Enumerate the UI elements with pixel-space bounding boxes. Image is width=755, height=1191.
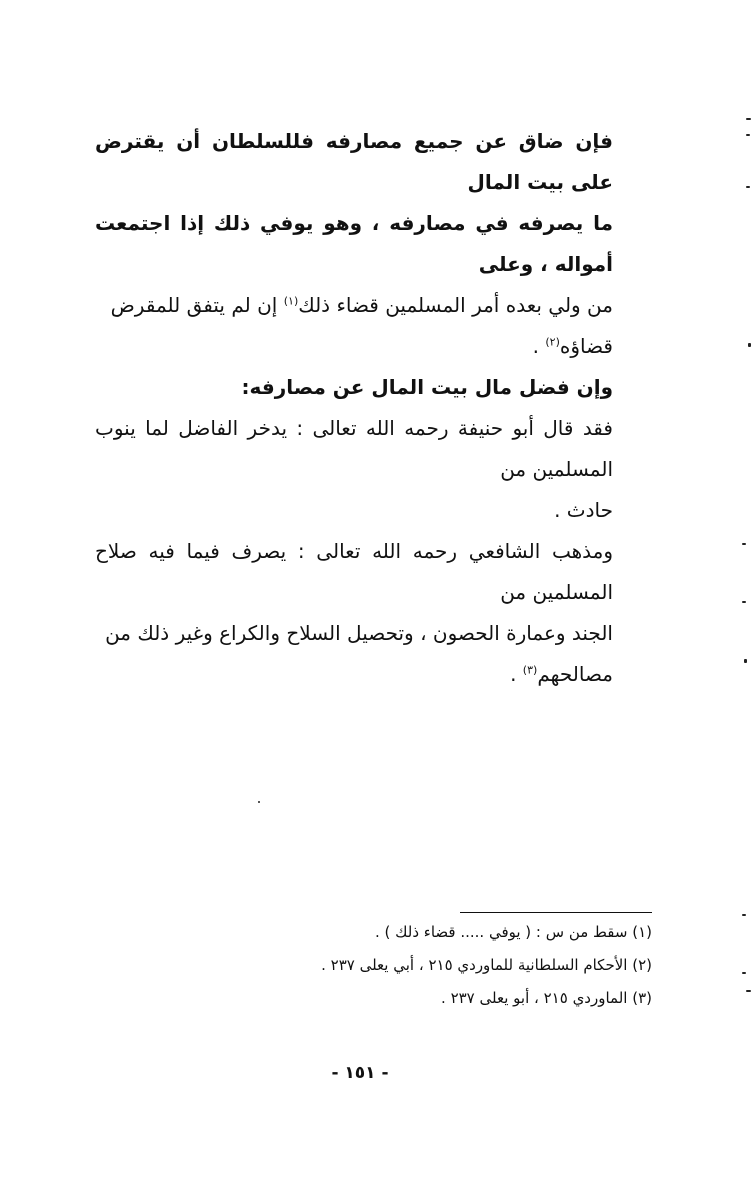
text-fragment: إن لم يتفق للمقرض bbox=[110, 293, 284, 317]
scan-speck bbox=[746, 186, 750, 188]
text-fragment: مصالحهم bbox=[537, 662, 613, 686]
text-line: فإن ضاق عن جميع مصارفه فللسلطان أن يقترض على بيت المال bbox=[95, 129, 613, 194]
footnote-1: (١) سقط من س : ( يوفي ..... قضاء ذلك ) . bbox=[374, 923, 652, 941]
text-fragment: قضاؤه bbox=[559, 334, 613, 358]
footnotes bbox=[200, 916, 652, 1015]
scan-speck bbox=[742, 543, 746, 545]
paragraph-borrowing bbox=[95, 121, 613, 367]
footnote-2: (٢) الأحكام السلطانية للماوردي ٢١٥ ، أبي يعلى ٢٣٧ . bbox=[321, 956, 652, 974]
text-line bbox=[95, 285, 613, 326]
text-line: ومذهب الشافعي رحمه الله تعالى : يصرف فيما فيه صلاح المسلمين من bbox=[95, 539, 613, 604]
text-line bbox=[95, 654, 613, 695]
paragraph-shafii bbox=[95, 531, 613, 695]
scan-speck bbox=[258, 801, 260, 803]
text-fragment: . bbox=[510, 662, 523, 686]
scan-speck bbox=[746, 134, 750, 136]
footnote-3: (٣) الماوردي ٢١٥ ، أبو يعلى ٢٣٧ . bbox=[441, 989, 652, 1007]
scan-speck bbox=[748, 343, 751, 347]
text-fragment: من ولي بعده أمر المسلمين قضاء ذلك bbox=[298, 293, 613, 317]
scan-speck bbox=[742, 914, 746, 916]
scan-speck bbox=[742, 601, 746, 603]
text-line: فقد قال أبو حنيفة رحمه الله تعالى : يدخر الفاضل لما ينوب المسلمين من bbox=[95, 416, 613, 481]
text-line bbox=[95, 203, 613, 285]
page-number: - ١٥١ - bbox=[331, 1063, 389, 1083]
scan-speck bbox=[746, 990, 751, 992]
footnote-ref-3: (٣) bbox=[522, 663, 538, 677]
section-heading: وإن فضل مال بيت المال عن مصارفه: bbox=[241, 375, 613, 399]
bold-fragment: ما يصرفه في مصارفه ، وهو يوفي ذلك إذا اجتمعت أمواله ، وعلى bbox=[95, 211, 613, 276]
scan-speck bbox=[744, 659, 747, 663]
footnote-ref-2: (٢) bbox=[545, 335, 560, 349]
footnote-divider bbox=[460, 912, 652, 913]
text-line: حادث . bbox=[554, 498, 613, 522]
scan-speck bbox=[742, 972, 746, 974]
text-line: الجند وعمارة الحصون ، وتحصيل السلاح والكراع وغير ذلك من bbox=[105, 621, 613, 645]
main-text bbox=[95, 121, 613, 695]
footnote-ref-1: (١) bbox=[283, 294, 299, 308]
text-fragment: . bbox=[532, 334, 546, 358]
scan-speck bbox=[746, 118, 751, 120]
text-line bbox=[95, 326, 613, 367]
paragraph-hanafi bbox=[95, 408, 613, 531]
